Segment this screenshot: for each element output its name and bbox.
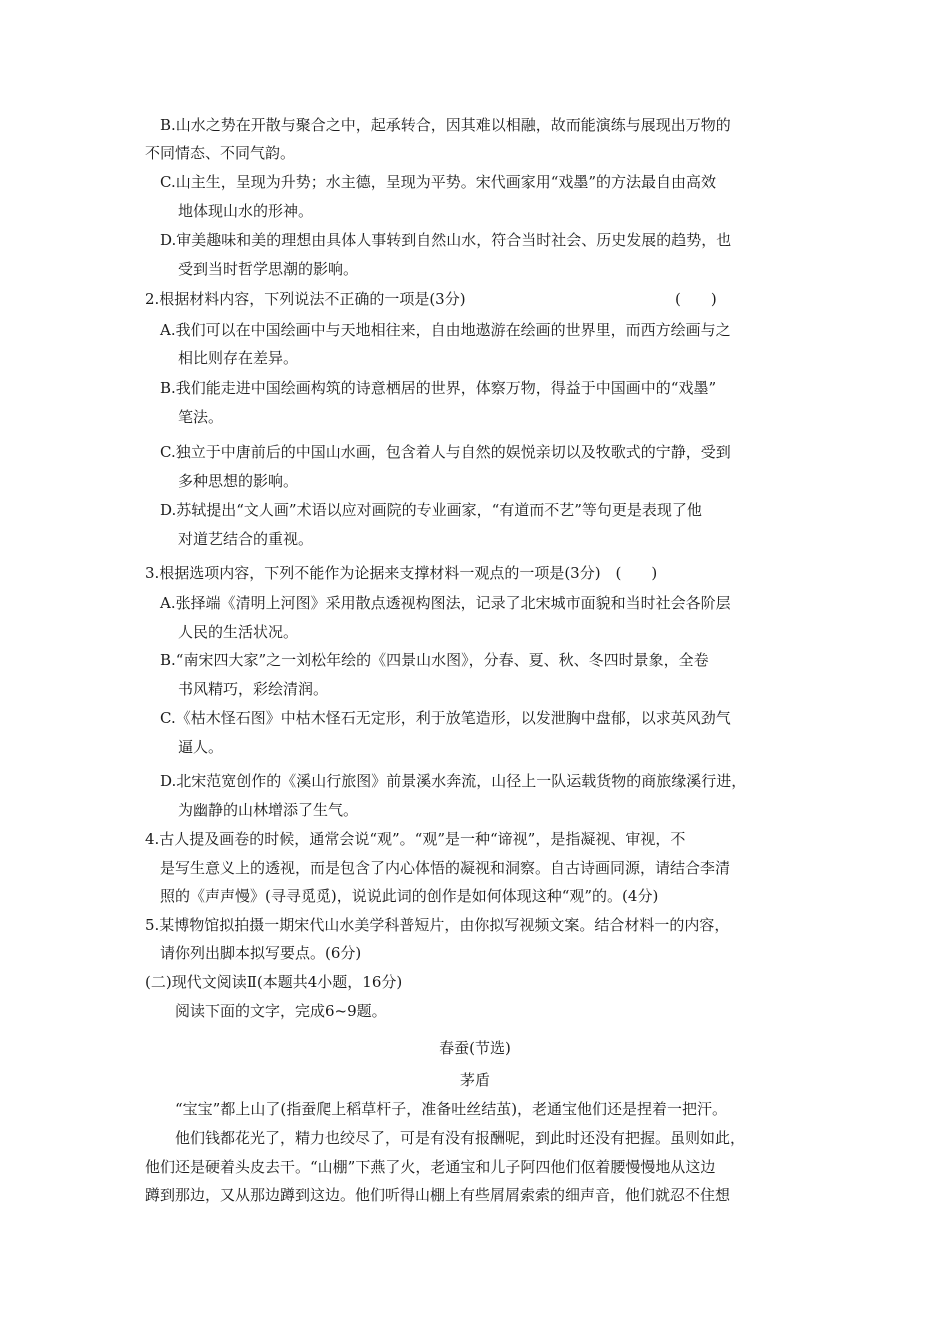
q3-option-a-line1: A.张择端《清明上河图》采用散点透视构图法，记录了北宋城市面貌和当时社会各阶层 [160, 594, 731, 612]
q3-stem: 3.根据选项内容，下列不能作为论据来支撑材料一观点的一项是(3分) ( ) [145, 564, 658, 582]
section-heading: (二)现代文阅读Ⅱ(本题共4小题，16分) [145, 973, 403, 991]
q4-line1: 4.古人提及画卷的时候，通常会说“观”。“观”是一种“谛视”，是指凝视、审视，不 [145, 830, 686, 848]
q1-option-c-line2: 地体现山水的形神。 [178, 202, 314, 220]
q2-option-c-line1: C.独立于中唐前后的中国山水画，包含着人与自然的娱悦亲切以及牧歌式的宁静，受到 [160, 443, 731, 461]
q2-option-a-line2: 相比则存在差异。 [178, 349, 299, 367]
reading-instruction: 阅读下面的文字，完成6~9题。 [175, 1002, 387, 1020]
q2-stem: 2.根据材料内容，下列说法不正确的一项是(3分) [145, 290, 466, 308]
q2-option-b-line1: B.我们能走进中国绘画构筑的诗意栖居的世界，体察万物，得益于中国画中的“戏墨” [160, 379, 717, 397]
q3-option-c-line2: 逼人。 [178, 738, 224, 756]
q2-option-d-line1: D.苏轼提出“文人画”术语以应对画院的专业画家，“有道而不艺”等句更是表现了他 [160, 501, 702, 519]
q2-option-b-line2: 笔法。 [178, 408, 224, 426]
q1-option-c-line1: C.山主生，呈现为升势；水主德，呈现为平势。宋代画家用“戏墨”的方法最自由高效 [160, 173, 717, 191]
q3-option-b-line2: 书风精巧，彩绘清润。 [178, 680, 329, 698]
q2-option-a-line1: A.我们可以在中国绘画中与天地相往来，自由地遨游在绘画的世界里，而西方绘画与之 [160, 321, 731, 339]
passage-title: 春蚕(节选) [439, 1039, 511, 1057]
q3-option-a-line2: 人民的生活状况。 [178, 623, 299, 641]
q3-option-c-line1: C.《枯木怪石图》中枯木怪石无定形，利于放笔造形，以发泄胸中盘郁，以求英风劲气 [160, 709, 731, 727]
passage-paragraph-2-line1: 他们钱都花光了，精力也绞尽了，可是有没有报酬呢，到此时还没有把握。虽则如此， [175, 1129, 746, 1147]
passage-paragraph-1: “宝宝”都上山了(指蚕爬上稻草杆子，准备吐丝结茧)，老通宝他们还是捏着一把汗。 [175, 1100, 728, 1118]
q2-option-d-line2: 对道艺结合的重视。 [178, 530, 314, 548]
q3-option-d-line1: D.北宋范宽创作的《溪山行旅图》前景溪水奔流，山径上一队运载货物的商旅缘溪行进， [160, 772, 747, 790]
q1-option-d-line2: 受到当时哲学思潮的影响。 [178, 260, 359, 278]
q3-option-d-line2: 为幽静的山林增添了生气。 [178, 801, 359, 819]
q5-line1: 5.某博物馆拟拍摄一期宋代山水美学科普短片，由你拟写视频文案。结合材料一的内容， [145, 916, 730, 934]
q2-answer-blank: ( ) [675, 290, 717, 308]
q5-line2: 请你列出脚本拟写要点。(6分) [160, 944, 362, 962]
q1-option-b-line1: B.山水之势在开散与聚合之中，起承转合，因其难以相融，故而能演练与展现出万物的 [160, 116, 731, 134]
passage-paragraph-2-line3: 蹲到那边，又从那边蹲到这边。他们听得山棚上有些屑屑索索的细声音，他们就忍不住想 [145, 1186, 731, 1204]
q2-option-c-line2: 多种思想的影响。 [178, 472, 299, 490]
q1-option-b-line2: 不同情态、不同气韵。 [145, 144, 296, 162]
q3-option-b-line1: B.“南宋四大家”之一刘松年绘的《四景山水图》，分春、夏、秋、冬四时景象，全卷 [160, 651, 709, 669]
q4-line3: 照的《声声慢》(寻寻觅觅)，说说此词的创作是如何体现这种“观”的。(4分) [160, 887, 659, 905]
passage-author: 茅盾 [459, 1071, 490, 1089]
q1-option-d-line1: D.审美趣味和美的理想由具体人事转到自然山水，符合当时社会、历史发展的趋势，也 [160, 231, 732, 249]
q4-line2: 是写生意义上的透视，而是包含了内心体悟的凝视和洞察。自古诗画同源，请结合李清 [160, 859, 731, 877]
passage-paragraph-2-line2: 他们还是硬着头皮去干。“山棚”下燕了火，老通宝和儿子阿四他们伛着腰慢慢地从这边 [145, 1158, 716, 1176]
